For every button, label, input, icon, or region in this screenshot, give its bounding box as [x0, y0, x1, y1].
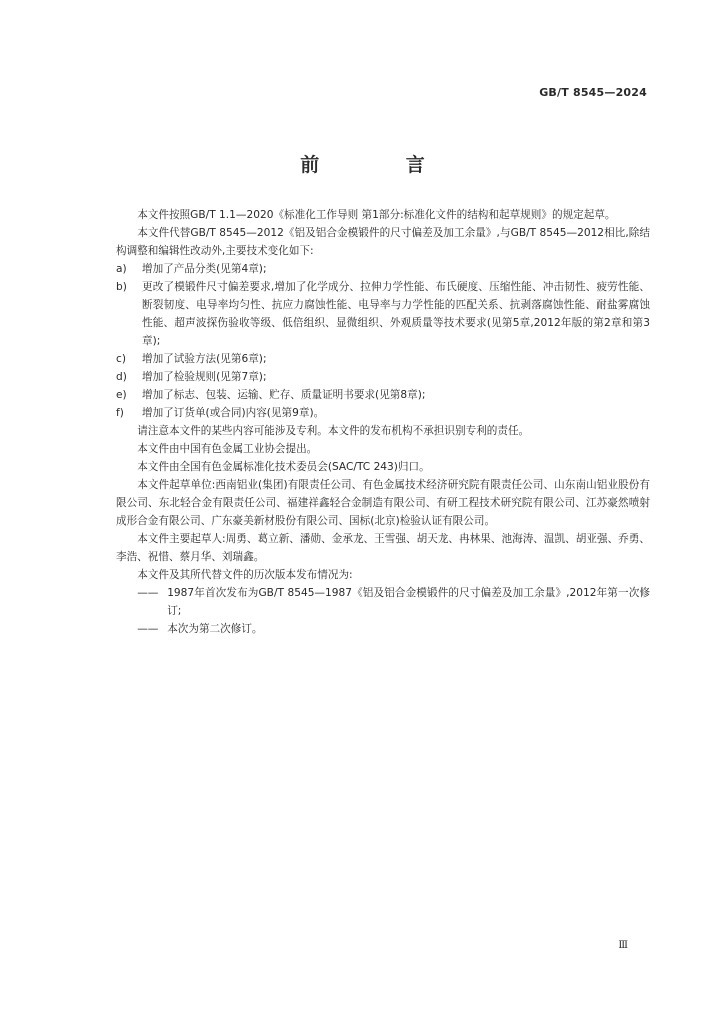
history-dash: ——: [137, 587, 159, 599]
list-marker: d): [116, 371, 127, 383]
history-dash: ——: [137, 623, 159, 635]
list-text: 增加了订货单(或合同)内容(见第9章)。: [142, 407, 325, 419]
list-marker: e): [116, 389, 127, 401]
history-item: [116, 584, 650, 620]
standard-number: GB/T 8545—2024: [539, 86, 647, 99]
list-text: 增加了标志、包装、运输、贮存、质量证明书要求(见第8章);: [142, 389, 426, 401]
foreword-body: [116, 206, 650, 638]
history-text: 1987年首次发布为GB/T 8545—1987《铝及铝合金模锻件的尺寸偏差及加工余量》,2012年第一次修订;: [167, 587, 650, 617]
intro-paragraph: 本文件代替GB/T 8545—2012《铝及铝合金模锻件的尺寸偏差及加工余量》,与GB/T 8545—2012相比,除结构调整和编辑性改动外,主要技术变化如下:: [116, 227, 650, 257]
history-text: 本次为第二次修订。: [167, 623, 263, 635]
proposer-paragraph: 本文件由中国有色金属工业协会提出。: [137, 443, 318, 455]
history-item: [116, 620, 650, 638]
patent-notice: 请注意本文件的某些内容可能涉及专利。本文件的发布机构不承担识别专利的责任。: [137, 425, 530, 437]
list-marker: b): [116, 281, 127, 293]
list-text: 增加了产品分类(见第4章);: [142, 263, 267, 275]
list-text: 增加了试验方法(见第6章);: [142, 353, 267, 365]
list-item: [116, 386, 650, 404]
list-marker: c): [116, 353, 126, 365]
list-item: [116, 350, 650, 368]
committee-paragraph: 本文件由全国有色金属标准化技术委员会(SAC/TC 243)归口。: [137, 461, 430, 473]
list-item: [116, 404, 650, 422]
list-text: 增加了检验规则(见第7章);: [142, 371, 267, 383]
drafters-paragraph: 本文件主要起草人:周勇、葛立新、潘勋、金承龙、王雪强、胡天龙、冉林果、池海涛、温凯、胡亚强、乔勇、李浩、祝惜、蔡月华、刘瑞鑫。: [116, 533, 650, 563]
list-item: [116, 260, 650, 278]
list-marker: a): [116, 263, 127, 275]
list-item: [116, 368, 650, 386]
list-item: [116, 278, 650, 350]
list-marker: f): [116, 407, 124, 419]
intro-paragraph: 本文件按照GB/T 1.1—2020《标准化工作导则 第1部分:标准化文件的结构和起草规则》的规定起草。: [137, 209, 616, 221]
drafting-units-paragraph: 本文件起草单位:西南铝业(集团)有限责任公司、有色金属技术经济研究院有限责任公司、山东南山铝业股份有限公司、东北轻合金有限责任公司、福建祥鑫轻合金制造有限公司、有研工程技术研究院有限公司、江苏豪然喷射成形合金有限公司、广东豪美新材股份有限公司、国标(北京)检验认证有限公司。: [116, 479, 650, 527]
page-number: Ⅲ: [618, 940, 628, 951]
history-intro: 本文件及其所代替文件的历次版本发布情况为:: [137, 569, 353, 581]
page-title: 前 言: [300, 154, 465, 176]
list-text: 更改了模锻件尺寸偏差要求,增加了化学成分、拉伸力学性能、布氏硬度、压缩性能、冲击韧性、疲劳性能、断裂韧度、电导率均匀性、抗应力腐蚀性能、电导率与力学性能的匹配关系、抗剥落腐蚀性能、耐盐雾腐蚀性能、超声波探伤验收等级、低倍组织、显微组织、外观质量等技术要求(见第5章,2012年版的第2章和第3章);: [142, 281, 650, 347]
